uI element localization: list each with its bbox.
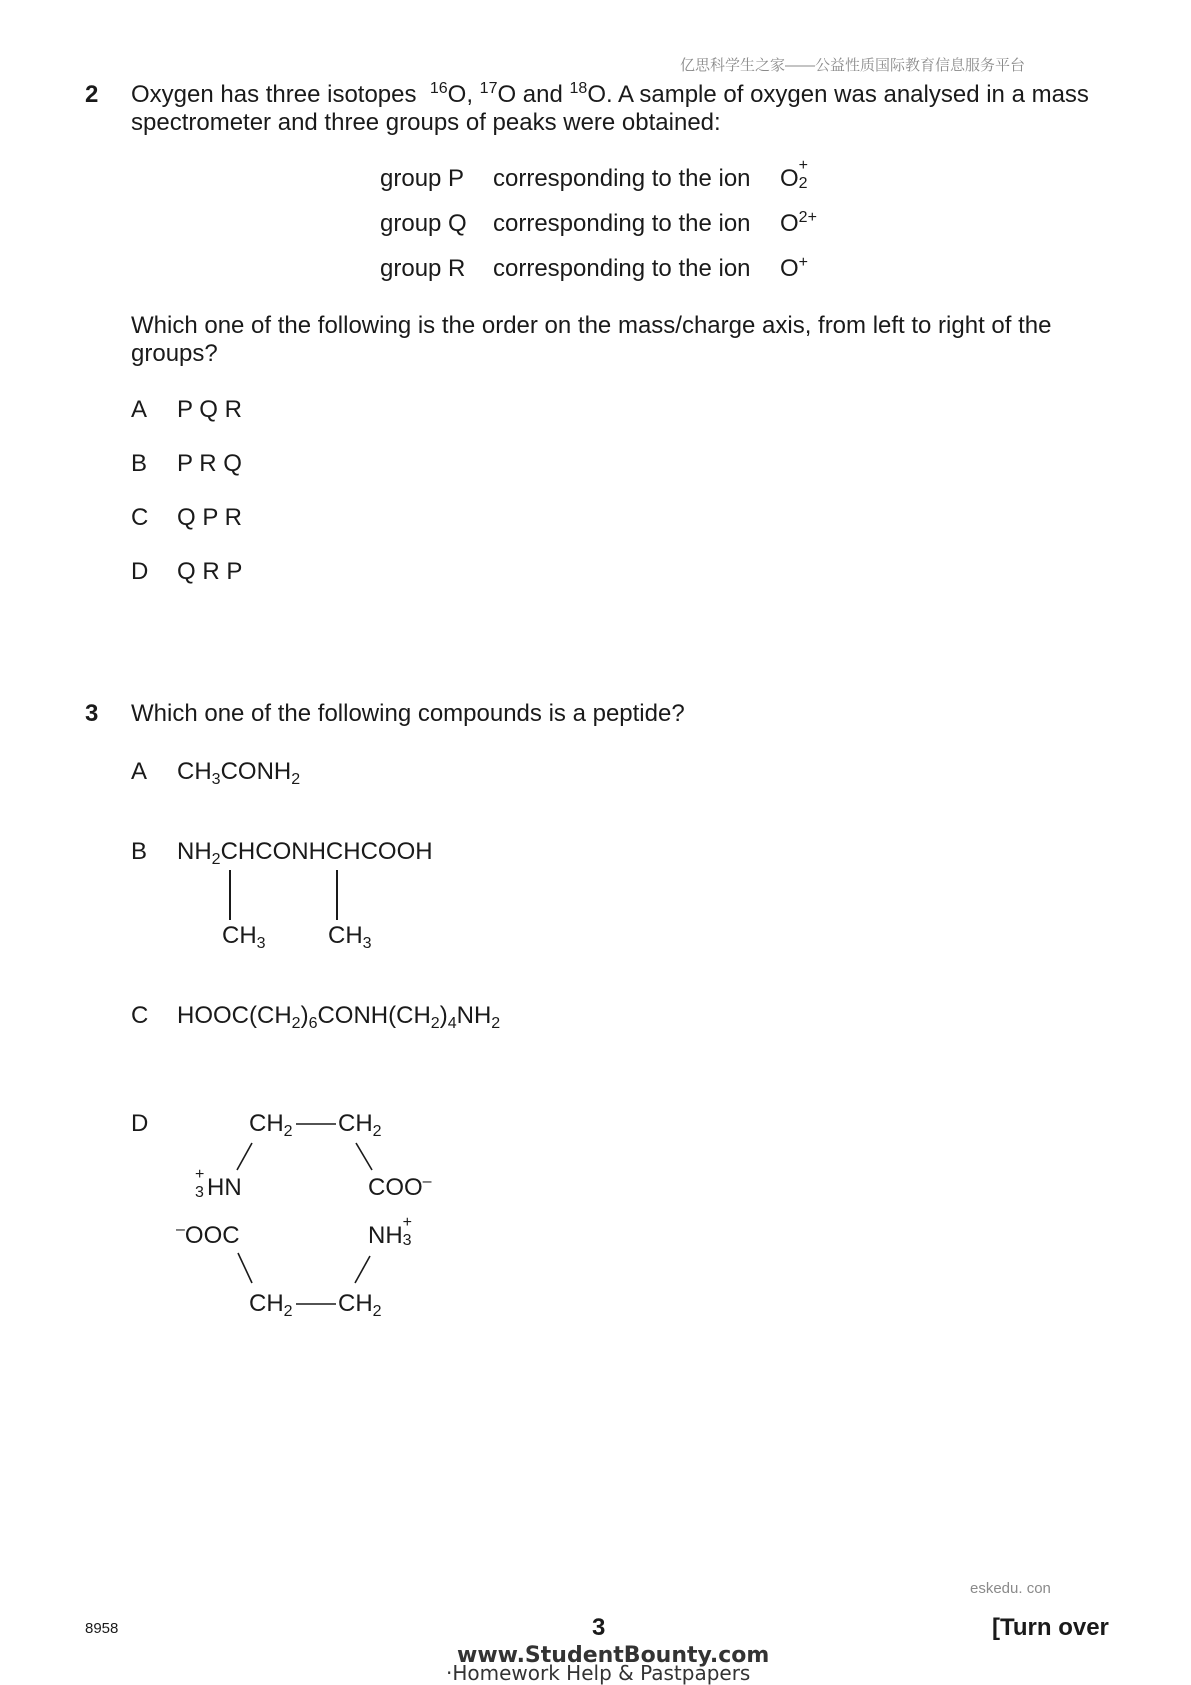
group-p-name: group P [380,165,465,192]
question-2-prompt-line2: groups? [131,340,218,367]
q2-option-d-letter: D [131,558,149,585]
turn-over: [Turn over [992,1614,1109,1641]
studentbounty-tagline: ·Homework Help & Pastpapers [446,1661,751,1685]
q2-option-d-text: Q R P [177,558,243,585]
top-watermark: 亿思科学生之家——公益性质国际教育信息服务平台 [680,57,1026,74]
group-r-text: corresponding to the ion [493,255,751,282]
question-2-prompt-line1: Which one of the following is the order on the mass/charge axis, from left to right of the [131,312,1052,339]
group-p-ion: O + 2 [780,157,809,192]
d-bond-top-right [356,1143,372,1170]
q2-option-b-text: P R Q [177,450,242,477]
question-2-line1: Oxygen has three isotopes $^{16}$O, $^{17}$O and $^{18}$O. A sample of oxygen was analysed in a mass [131,80,1089,108]
q3-option-b-branch-left: $CH_3$ [222,922,266,952]
d-top-right-ch2: $CH_2$ [338,1110,382,1140]
d-bond-top-left [237,1143,252,1170]
q2-option-c-text: Q P R [177,504,242,531]
group-q-text: corresponding to the ion [493,210,751,237]
q2-option-c-letter: C [131,504,149,531]
d-bond-bottom-right [355,1256,370,1283]
q3-option-b-branch-right: $CH_3$ [328,922,372,952]
q3-option-c-letter: C [131,1002,149,1029]
footer-eskedu: eskedu. con [970,1580,1051,1597]
q3-option-d-letter: D [131,1110,149,1137]
group-q-name: group Q [380,210,467,237]
d-top-left-ch2: $CH_2$ [249,1110,293,1140]
question-2-number: 2 [85,81,99,108]
q2-option-a-letter: A [131,396,148,423]
q3-option-b-formula: $NH_2CHCONHCHCOOH$ [177,838,433,868]
group-r-name: group R [380,255,466,282]
group-r-ion: O+ [780,254,809,282]
d-right-nh3: NH + 3 [368,1214,413,1249]
group-q-ion: $O^{2+}$ [780,209,817,237]
d-bottom-right-ch2: $CH_2$ [338,1290,382,1320]
group-p-text: corresponding to the ion [493,165,751,192]
footer-code: 8958 [85,1620,119,1637]
question-3-prompt: Which one of the following compounds is a peptide? [131,700,685,727]
d-right-coo: COO– [368,1173,432,1201]
d-bond-bottom-left [238,1253,252,1283]
d-bottom-left-ch2: $CH_2$ [249,1290,293,1320]
d-left-nh3: + 3 HN [195,1166,242,1201]
q3-option-a-formula: $CH_3CONH_2$ [177,758,301,788]
question-3-number: 3 [85,700,99,727]
q3-option-a-letter: A [131,758,148,785]
q3-option-b-letter: B [131,838,148,865]
d-left-ooc: –OOC [176,1221,240,1249]
page-number: 3 [592,1614,606,1641]
question-2-line2: spectrometer and three groups of peaks were obtained: [131,109,721,136]
q2-option-a-text: P Q R [177,396,242,423]
q3-option-c-formula: $HOOC(CH_2)_6CONH(CH_2)_4NH_2$ [177,1002,501,1032]
q2-option-b-letter: B [131,450,148,477]
studentbounty-url: www.StudentBounty.com [457,1643,770,1668]
